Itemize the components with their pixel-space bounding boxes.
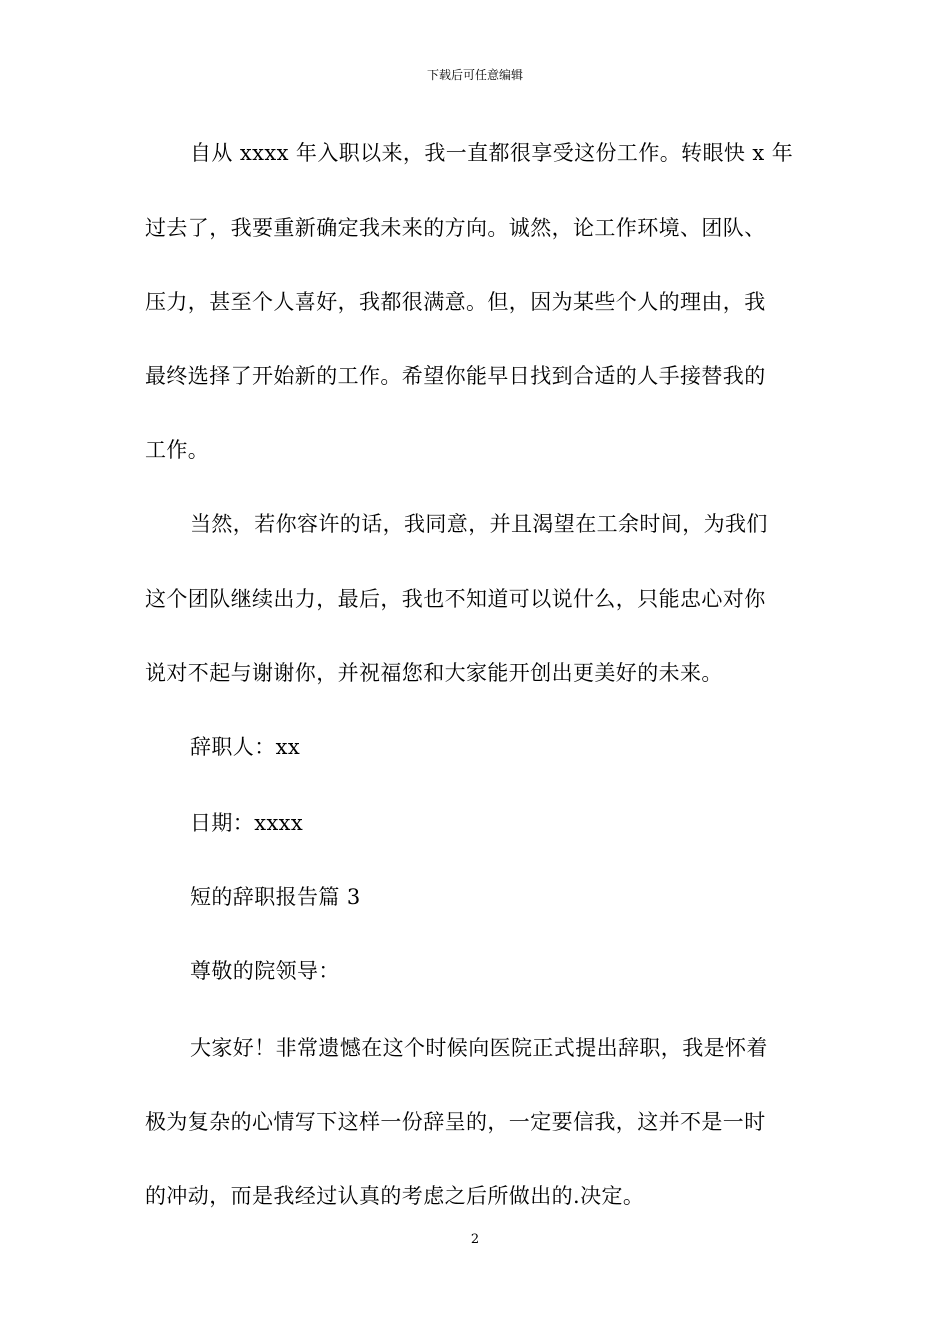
- date-line: 日期：xxxx: [190, 811, 304, 835]
- signature-line: 辞职人：xx: [190, 735, 301, 759]
- paragraph-2-line-3: 说对不起与谢谢你，并祝福您和大家能开创出更美好的未来。: [145, 661, 723, 685]
- paragraph-1-line-5: 工作。: [145, 438, 210, 462]
- page-header: 下载后可任意编辑: [426, 68, 523, 82]
- page-number: 2: [470, 1232, 480, 1247]
- paragraph-3-line-3: 的冲动，而是我经过认真的考虑之后所做出的.决定。: [145, 1184, 645, 1208]
- paragraph-1-line-2: 过去了，我要重新确定我未来的方向。诚然，论工作环境、团队、: [145, 216, 766, 240]
- paragraph-1-line-3: 压力，甚至个人喜好，我都很满意。但，因为某些个人的理由，我: [145, 290, 766, 314]
- paragraph-2-line-1: 当然，若你容许的话，我同意，并且渴望在工余时间，为我们: [190, 512, 768, 536]
- paragraph-2-line-2: 这个团队继续出力，最后，我也不知道可以说什么，只能忠心对你: [145, 587, 766, 611]
- paragraph-3-line-2: 极为复杂的心情写下这样一份辞呈的，一定要信我，这并不是一时: [145, 1110, 766, 1134]
- section-title: 短的辞职报告篇 3: [190, 885, 361, 909]
- paragraph-3-line-1: 大家好！非常遗憾在这个时候向医院正式提出辞职，我是怀着: [190, 1036, 768, 1060]
- paragraph-1-line-4: 最终选择了开始新的工作。希望你能早日找到合适的人手接替我的: [145, 364, 766, 388]
- salutation: 尊敬的院领导：: [190, 959, 340, 983]
- paragraph-1-line-1: 自从 xxxx 年入职以来，我一直都很享受这份工作。转眼快 x 年: [190, 141, 794, 165]
